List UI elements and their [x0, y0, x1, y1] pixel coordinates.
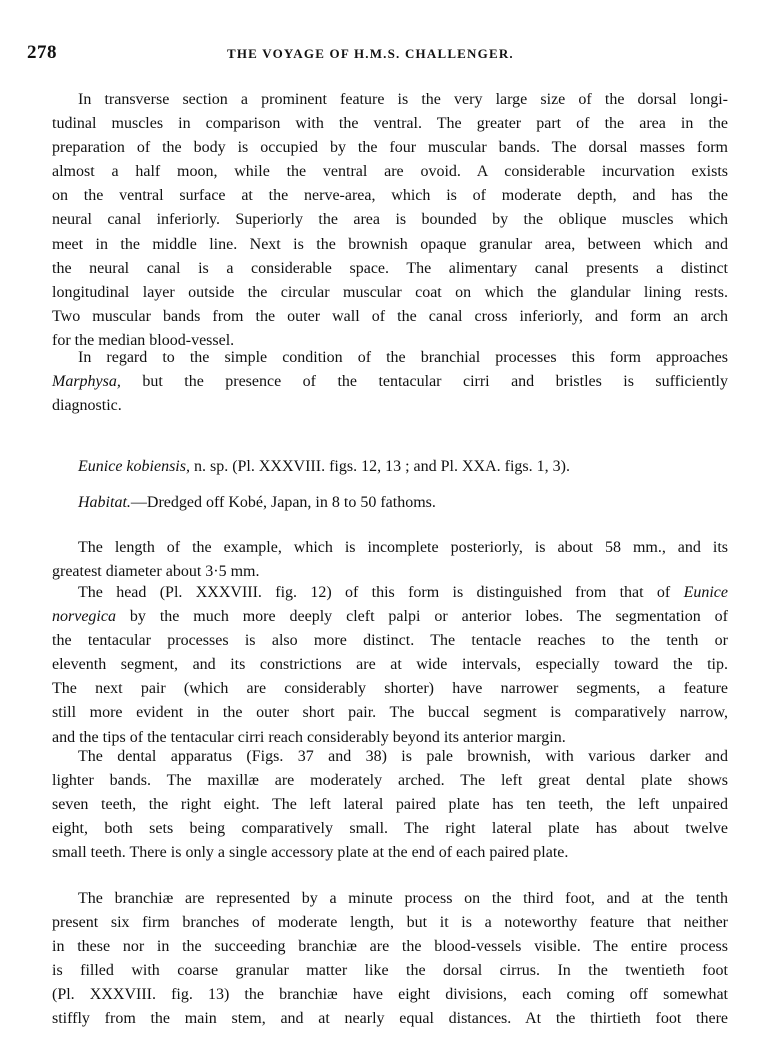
text-line: neural canal inferiorly. Superiorly the area is bounded by the oblique muscles which: [52, 211, 728, 229]
text-line: The dental apparatus (Figs. 37 and 38) is pale brownish, with various darker and: [78, 748, 728, 765]
genus-name: Marphysa,: [52, 373, 121, 391]
text-line: The next pair (which are considerably shorter) have narrower segments, a feature: [52, 680, 728, 698]
paragraph-transverse-section: [52, 88, 728, 353]
text-fragment: The head (Pl. XXXVIII. fig. 12) of this form is distinguished from that of: [78, 584, 684, 601]
paragraph-head: [52, 581, 728, 750]
text-line: [52, 370, 728, 394]
text-line: small teeth. There is only a single accessory plate at the end of each paired plate.: [52, 844, 569, 862]
text-line: [52, 605, 728, 629]
text-line: The length of the example, which is incomplete posteriorly, is about 58 mm., and its: [78, 539, 728, 556]
text-line: almost a half moon, while the ventral are ovoid. A considerable incurvation exists: [52, 163, 728, 181]
text-line: longitudinal layer outside the circular muscular coat on which the glandular lining rests.: [52, 283, 728, 301]
text-line: preparation of the body is occupied by the four muscular bands. The dorsal masses form: [52, 139, 728, 157]
text-line: greatest diameter about 3·5 mm.: [52, 563, 260, 581]
text-line: the neural canal is a considerable space. The alimentary canal presents a distinct: [52, 259, 728, 277]
text-line: eleventh segment, and its constrictions are at wide intervals, especially toward the tip.: [52, 656, 728, 674]
text-line: is filled with coarse granular matter like the dorsal cirrus. In the twentieth foot: [52, 962, 728, 980]
page-number: 278: [27, 42, 57, 63]
paragraph-branchiae: [52, 887, 728, 1032]
habitat-text: —Dredged off Kobé, Japan, in 8 to 50 fathoms.: [130, 494, 436, 511]
habitat-label: Habitat.: [78, 494, 131, 511]
genus-name: Eunice: [683, 584, 728, 601]
paragraph-branchial-comparison: [52, 346, 728, 418]
text-line: [52, 491, 728, 515]
text-line: diagnostic.: [52, 397, 122, 415]
text-line: stiffly from the main stem, and at nearly equal distances. At the thirtieth foot there: [52, 1010, 728, 1028]
species-heading: [52, 455, 728, 479]
page-header: [27, 42, 727, 66]
text-fragment: by the much more deeply cleft palpi or anterior lobes. The segmentation of: [115, 608, 728, 626]
text-line: in these nor in the succeeding branchiæ are the blood-vessels visible. The entire process: [52, 938, 728, 956]
text-line: [52, 581, 728, 605]
text-line: In transverse section a prominent feature is the very large size of the dorsal longi-: [78, 91, 728, 108]
text-line: lighter bands. The maxillæ are moderately arched. The left great dental plate shows: [52, 772, 728, 790]
species-reference: n. sp. (Pl. XXXVIII. figs. 12, 13 ; and Pl. XXA. figs. 1, 3).: [189, 458, 570, 475]
running-title: THE VOYAGE OF H.M.S. CHALLENGER.: [227, 46, 514, 61]
text-line: the tentacular processes is also more distinct. The tentacle reaches to the tenth or: [52, 632, 728, 650]
text-line: (Pl. XXXVIII. fig. 13) the branchiæ have eight divisions, each coming off somewhat: [52, 986, 728, 1004]
text-line: and the tips of the tentacular cirri reach considerably beyond its anterior margin.: [52, 728, 566, 746]
paragraph-length: [52, 536, 728, 584]
text-line: meet in the middle line. Next is the brownish opaque granular area, between which and: [52, 235, 728, 253]
text-line: still more evident in the outer short pair. The buccal segment is comparatively narrow,: [52, 704, 728, 722]
species-epithet: norvegica: [52, 608, 116, 626]
text-fragment: but the presence of the tentacular cirri and bristles is sufficiently: [120, 373, 728, 391]
text-line: on the ventral surface at the nerve-area, which is of moderate depth, and has the: [52, 187, 728, 205]
text-line: seven teeth, the right eight. The left lateral paired plate has ten teeth, the left unpaired: [52, 796, 728, 814]
text-line: tudinal muscles in comparison with the ventral. The greater part of the area in the: [52, 115, 728, 133]
text-line: Two muscular bands from the outer wall of the canal cross inferiorly, and form an arch: [52, 307, 728, 325]
text-line: for the median blood-vessel.: [52, 331, 235, 349]
text-line: [52, 455, 728, 479]
text-line: present six firm branches of moderate length, but it is a noteworthy feature that neither: [52, 914, 728, 932]
text-line: The branchiæ are represented by a minute process on the third foot, and at the tenth: [78, 890, 728, 907]
text-line: In regard to the simple condition of the branchial processes this form approaches: [78, 349, 728, 366]
species-name: Eunice kobiensis,: [78, 458, 190, 475]
paragraph-dental: [52, 745, 728, 865]
text-line: eight, both sets being comparatively small. The right lateral plate has about twelve: [52, 820, 728, 838]
habitat-line: [52, 491, 728, 515]
